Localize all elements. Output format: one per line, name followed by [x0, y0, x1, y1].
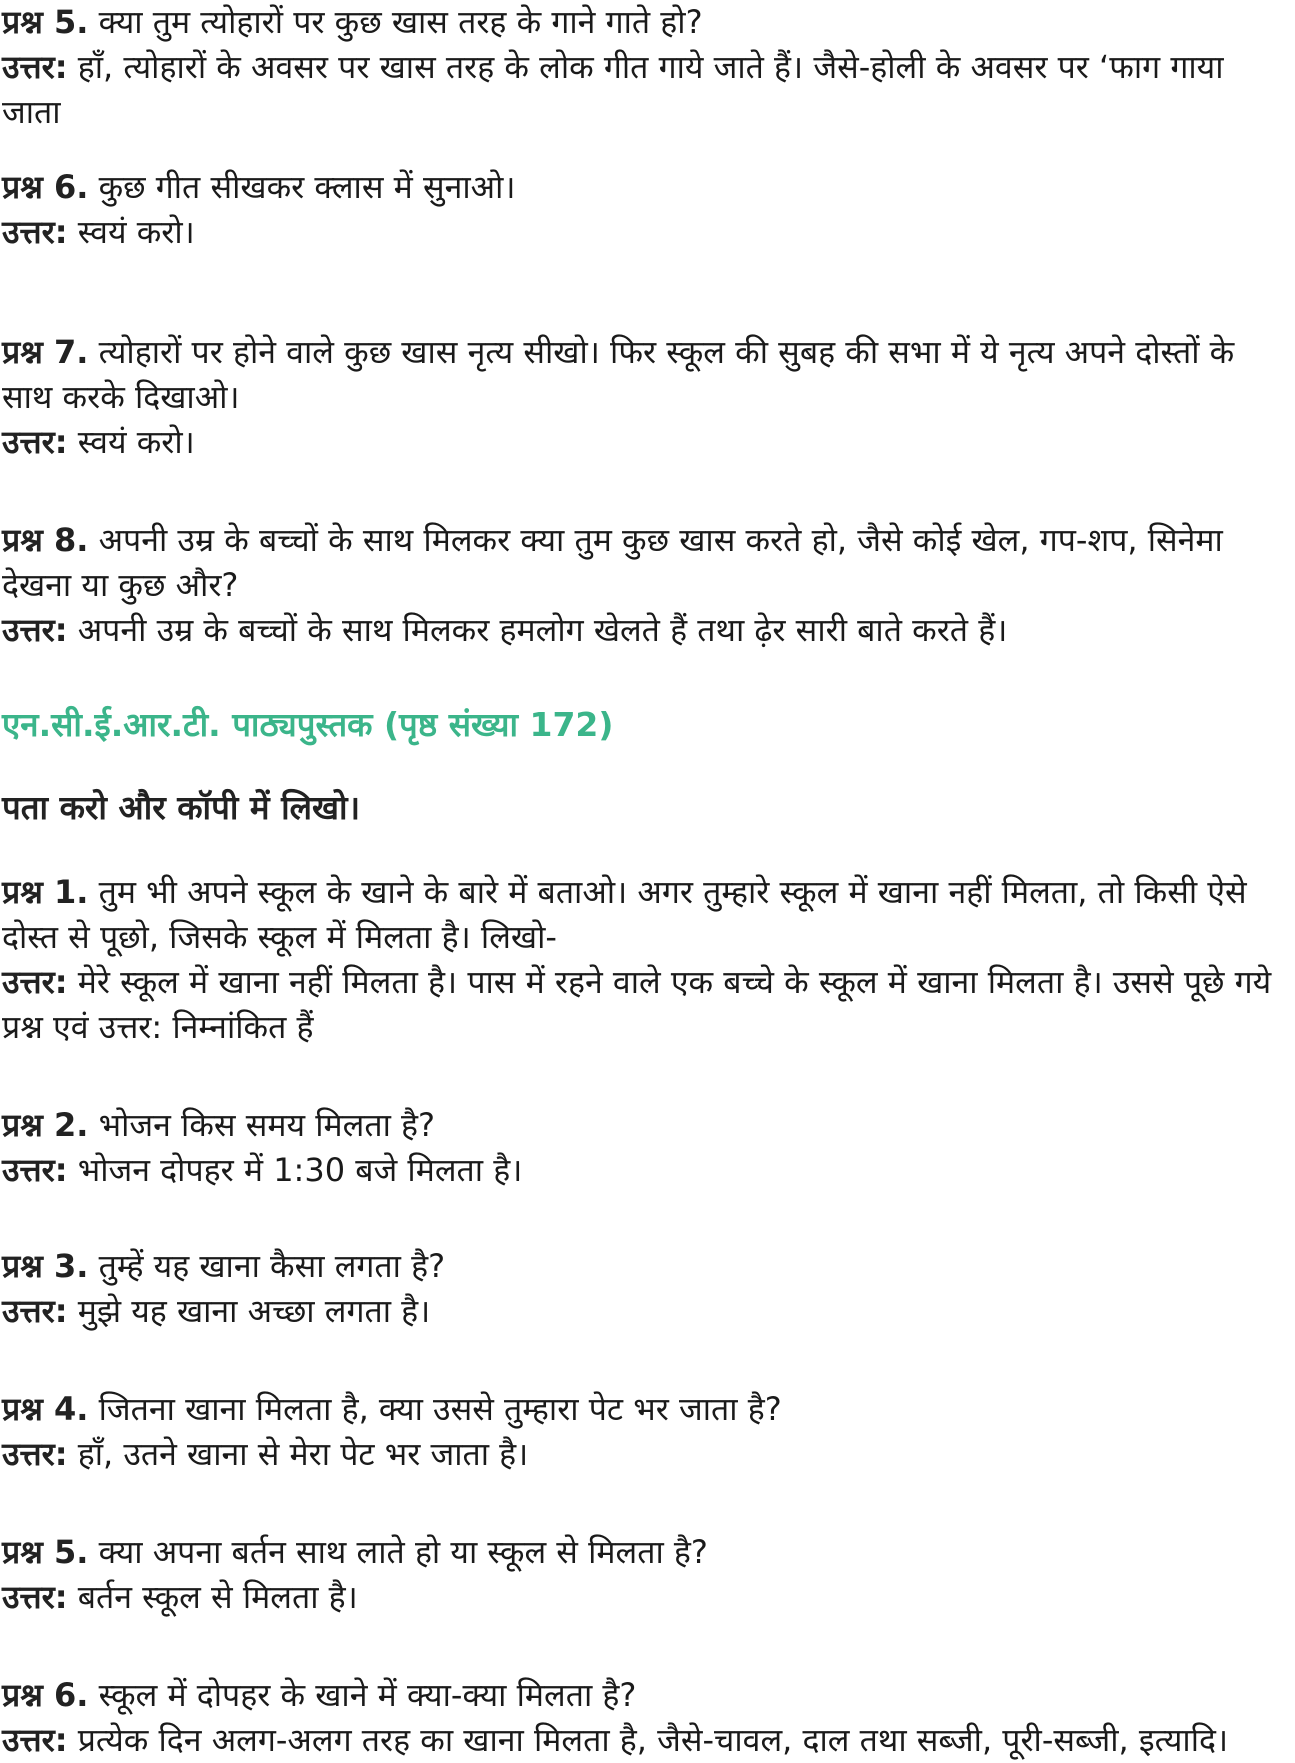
answer-label: उत्तर:	[2, 423, 68, 461]
question-label: प्रश्न 2.	[2, 1106, 89, 1144]
answer-label: उत्तर:	[2, 1578, 68, 1616]
question-label: प्रश्न 6.	[2, 1676, 89, 1714]
question: प्रश्न 6. कुछ गीत सीखकर क्लास में सुनाओ।	[2, 168, 516, 206]
answer: उत्तर: प्रत्येक दिन अलग-अलग तरह का खाना मिलता है, जैसे-चावल, दाल तथा सब्जी, पूरी-सब्जी, इत्यादि।	[2, 1721, 1229, 1759]
question-label: प्रश्न 7.	[2, 333, 89, 371]
answer: उत्तर: अपनी उम्र के बच्चों के साथ मिलकर हमलोग खेलते हैं तथा ढ़ेर सारी बाते करते हैं।	[2, 611, 1008, 649]
answer-label: उत्तर:	[2, 1151, 68, 1189]
question: प्रश्न 5. क्या तुम त्योहारों पर कुछ खास तरह के गाने गाते हो?	[2, 3, 703, 41]
answer-label: उत्तर:	[2, 1721, 68, 1759]
question-label: प्रश्न 6.	[2, 168, 89, 206]
qa-item-6b	[2, 1673, 1292, 1763]
answer-label: उत्तर:	[2, 963, 68, 1001]
question: प्रश्न 1. तुम भी अपने स्कूल के खाने के बारे में बताओ। अगर तुम्हारे स्कूल में खाना नहीं मिलता, तो किसी ऐसे दोस्त से पूछो, जिसके स्कूल में मिलता है। लिखो-	[2, 873, 1247, 956]
qa-item-5b	[2, 1530, 1292, 1620]
answer: उत्तर: स्वयं करो।	[2, 213, 195, 251]
answer: उत्तर: हाँ, त्योहारों के अवसर पर खास तरह के लोक गीत गाये जाते हैं। जैसे-होली के अवसर पर ‘फाग गाया जाता	[2, 48, 1224, 131]
answer-label: उत्तर:	[2, 213, 68, 251]
question: प्रश्न 4. जितना खाना मिलता है, क्या उससे तुम्हारा पेट भर जाता है?	[2, 1390, 782, 1428]
question-label: प्रश्न 8.	[2, 521, 89, 559]
qa-item-4	[2, 1387, 1292, 1477]
qa-item-6	[2, 165, 1292, 255]
sub-heading: पता करो और कॉपी में लिखो।	[2, 788, 361, 827]
qa-item-1	[2, 870, 1292, 1050]
qa-item-3	[2, 1244, 1292, 1334]
answer: उत्तर: मुझे यह खाना अच्छा लगता है।	[2, 1292, 431, 1330]
question: प्रश्न 2. भोजन किस समय मिलता है?	[2, 1106, 436, 1144]
question-label: प्रश्न 3.	[2, 1247, 89, 1285]
qa-item-7	[2, 330, 1292, 465]
question: प्रश्न 8. अपनी उम्र के बच्चों के साथ मिलकर क्या तुम कुछ खास करते हो, जैसे कोई खेल, गप-शप, सिनेमा देखना या कुछ और?	[2, 521, 1223, 604]
question-label: प्रश्न 5.	[2, 1533, 89, 1571]
qa-item-8	[2, 518, 1292, 653]
answer-label: उत्तर:	[2, 611, 68, 649]
answer: उत्तर: बर्तन स्कूल से मिलता है।	[2, 1578, 358, 1616]
answer: उत्तर: भोजन दोपहर में 1:30 बजे मिलता है।	[2, 1151, 523, 1189]
question-label: प्रश्न 4.	[2, 1390, 89, 1428]
answer: उत्तर: स्वयं करो।	[2, 423, 195, 461]
question: प्रश्न 3. तुम्हें यह खाना कैसा लगता है?	[2, 1247, 446, 1285]
answer-label: उत्तर:	[2, 1435, 68, 1473]
answer-label: उत्तर:	[2, 48, 68, 86]
qa-item-2	[2, 1103, 1292, 1193]
answer-label: उत्तर:	[2, 1292, 68, 1330]
question-label: प्रश्न 1.	[2, 873, 89, 911]
question-label: प्रश्न 5.	[2, 3, 89, 41]
qa-item-5	[2, 0, 1292, 135]
question: प्रश्न 7. त्योहारों पर होने वाले कुछ खास नृत्य सीखो। फिर स्कूल की सुबह की सभा में ये नृत्य अपने दोस्तों के साथ करके दिखाओ।	[2, 333, 1235, 416]
answer: उत्तर: हाँ, उतने खाना से मेरा पेट भर जाता है।	[2, 1435, 529, 1473]
answer: उत्तर: मेरे स्कूल में खाना नहीं मिलता है। पास में रहने वाले एक बच्चे के स्कूल में खाना मिलता है। उससे पूछे गये प्रश्न एवं उत्तर: निम्नांकित हैं	[2, 963, 1272, 1046]
section-heading: एन.सी.ई.आर.टी. पाठ्यपुस्तक (पृष्ठ संख्या 172)	[2, 705, 614, 744]
question: प्रश्न 5. क्या अपना बर्तन साथ लाते हो या स्कूल से मिलता है?	[2, 1533, 708, 1571]
question: प्रश्न 6. स्कूल में दोपहर के खाने में क्या-क्या मिलता है?	[2, 1676, 637, 1714]
